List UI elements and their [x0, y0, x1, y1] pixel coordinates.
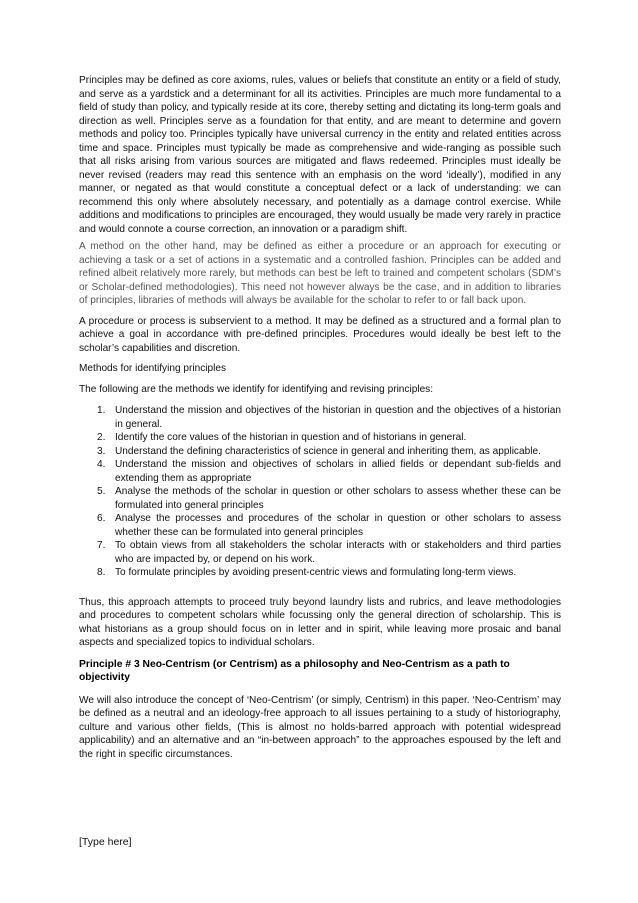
list-item-number: 4. — [97, 459, 106, 470]
list-item — [79, 485, 561, 512]
list-item-text: Understand the mission and objectives of scholars in allied fields or dependant sub-fields and extending them as appropriate — [115, 459, 561, 484]
list-item-number: 1. — [97, 405, 106, 416]
list-item-number: 6. — [97, 513, 106, 524]
list-item — [79, 512, 561, 539]
methods-list — [79, 404, 561, 580]
paragraph-neo-centrism: We will also introduce the concept of ‘Neo-Centrism’ (or simply, Centrism) in this paper. ‘Neo-Centrism’ may be defined as a neutral and an ideology-free approach to all issues pertaining to a study of historiography, culture and various other fields, (This is almost no holds-barred approach with potential widespread applicability) and an alternative and an “in-between approach” to the approaches espoused by the left and the right in specific circumstances. — [79, 694, 561, 760]
list-item — [79, 445, 561, 459]
paragraph-methods-intro: The following are the methods we identify for identifying and revising principles: — [79, 383, 434, 395]
document-body — [79, 74, 561, 761]
subheading-methods: Methods for identifying principles — [79, 363, 226, 374]
paragraph-principles-definition: Principles may be defined as core axioms, rules, values or beliefs that constitute an entity or a field of study, and serve as a yardstick and a determinant for all its activities. Principles are much more fundamental to a field of study than policy, and typically reside at its core, thereby setting and dictating its long-term goals and direction as well. Principles serve as a foundation for that entity, and are meant to determine and govern methods and policy too. Principles typically have universal currency in the entity and related entities across time and space. Principles must typically be made as comprehensive and wide-ranging as possible such that all risks arising from various sources are mitigated and flaws redeemed. Principles must ideally be never revised (readers may read this sentence with an emphasis on the word ‘ideally’), modified in any manner, or negated as that would constitute a conceptual defect or a lack of understanding: we can recommend this only where absolutely necessary, and potentially as a damage control exercise. While additions and modifications to principles are encouraged, they would usually be made very rarely in practice and would connote a course correction, an innovation or a paradigm shift. — [79, 75, 561, 235]
paragraph-approach-summary: Thus, this approach attempts to proceed truly beyond laundry lists and rubrics, and leave methodologies and procedures to competent scholars while focussing only the general direction of scholarship. This is what historians as a group should focus on in letter and in spirit, while leaving more prosaic and banal aspects and specialized topics to individual scholars. — [79, 596, 561, 648]
list-item-text: Analyse the processes and procedures of the scholar in question or other scholars to assess whether these can be formulated into general principles — [115, 513, 561, 538]
list-item — [79, 539, 561, 566]
list-item-number: 3. — [97, 445, 106, 457]
list-item-text: Understand the defining characteristics of science in general and inheriting them, as applicable. — [115, 445, 541, 457]
list-item-text: Understand the mission and objectives of the historian in question and the objectives of a historian in general. — [115, 405, 561, 430]
list-item-text: Analyse the methods of the scholar in question or other scholars to assess whether these can be formulated into general principles — [115, 486, 561, 511]
list-item-number: 5. — [97, 486, 106, 497]
list-item-text: To formulate principles by avoiding present-centric views and formulating long-term views. — [115, 567, 517, 578]
section-heading-principle-3: Principle # 3 Neo-Centrism (or Centrism) as a philosophy and Neo-Centrism as a path to objectivity — [79, 658, 510, 683]
list-item-text: Identify the core values of the historian in question and of historians in general. — [115, 432, 467, 443]
list-item — [79, 404, 561, 431]
paragraph-procedure-definition: A procedure or process is subservient to a method. It may be defined as a structured and a formal plan to achieve a goal in accordance with pre-defined principles. Procedures would ideally be best left to the scholar’s capabilities and discretion. — [79, 315, 561, 354]
list-item-number: 8. — [97, 567, 106, 578]
list-item — [79, 431, 561, 445]
list-item — [79, 458, 561, 485]
paragraph-method-definition: A method on the other hand, may be defined as either a procedure or an approach for executing or achieving a task or a set of actions in a systematic and a controlled fashion. Principles can be added and refined albeit relatively more rarely, but methods can best be left to trained and competent scholars (SDM’s or Scholar-defined methodologies). This need not however always be the case, and in addition to libraries of principles, libraries of methods will always be available for the scholar to refer to or fall back upon. — [79, 241, 561, 306]
list-item-text: To obtain views from all stakeholders the scholar interacts with or stakeholders and third parties who are impacted by, or depend on his work. — [115, 540, 561, 565]
list-item-number: 2. — [97, 432, 106, 443]
list-item — [79, 566, 561, 580]
page-footer: [Type here] — [79, 836, 132, 848]
list-item-number: 7. — [97, 540, 106, 551]
